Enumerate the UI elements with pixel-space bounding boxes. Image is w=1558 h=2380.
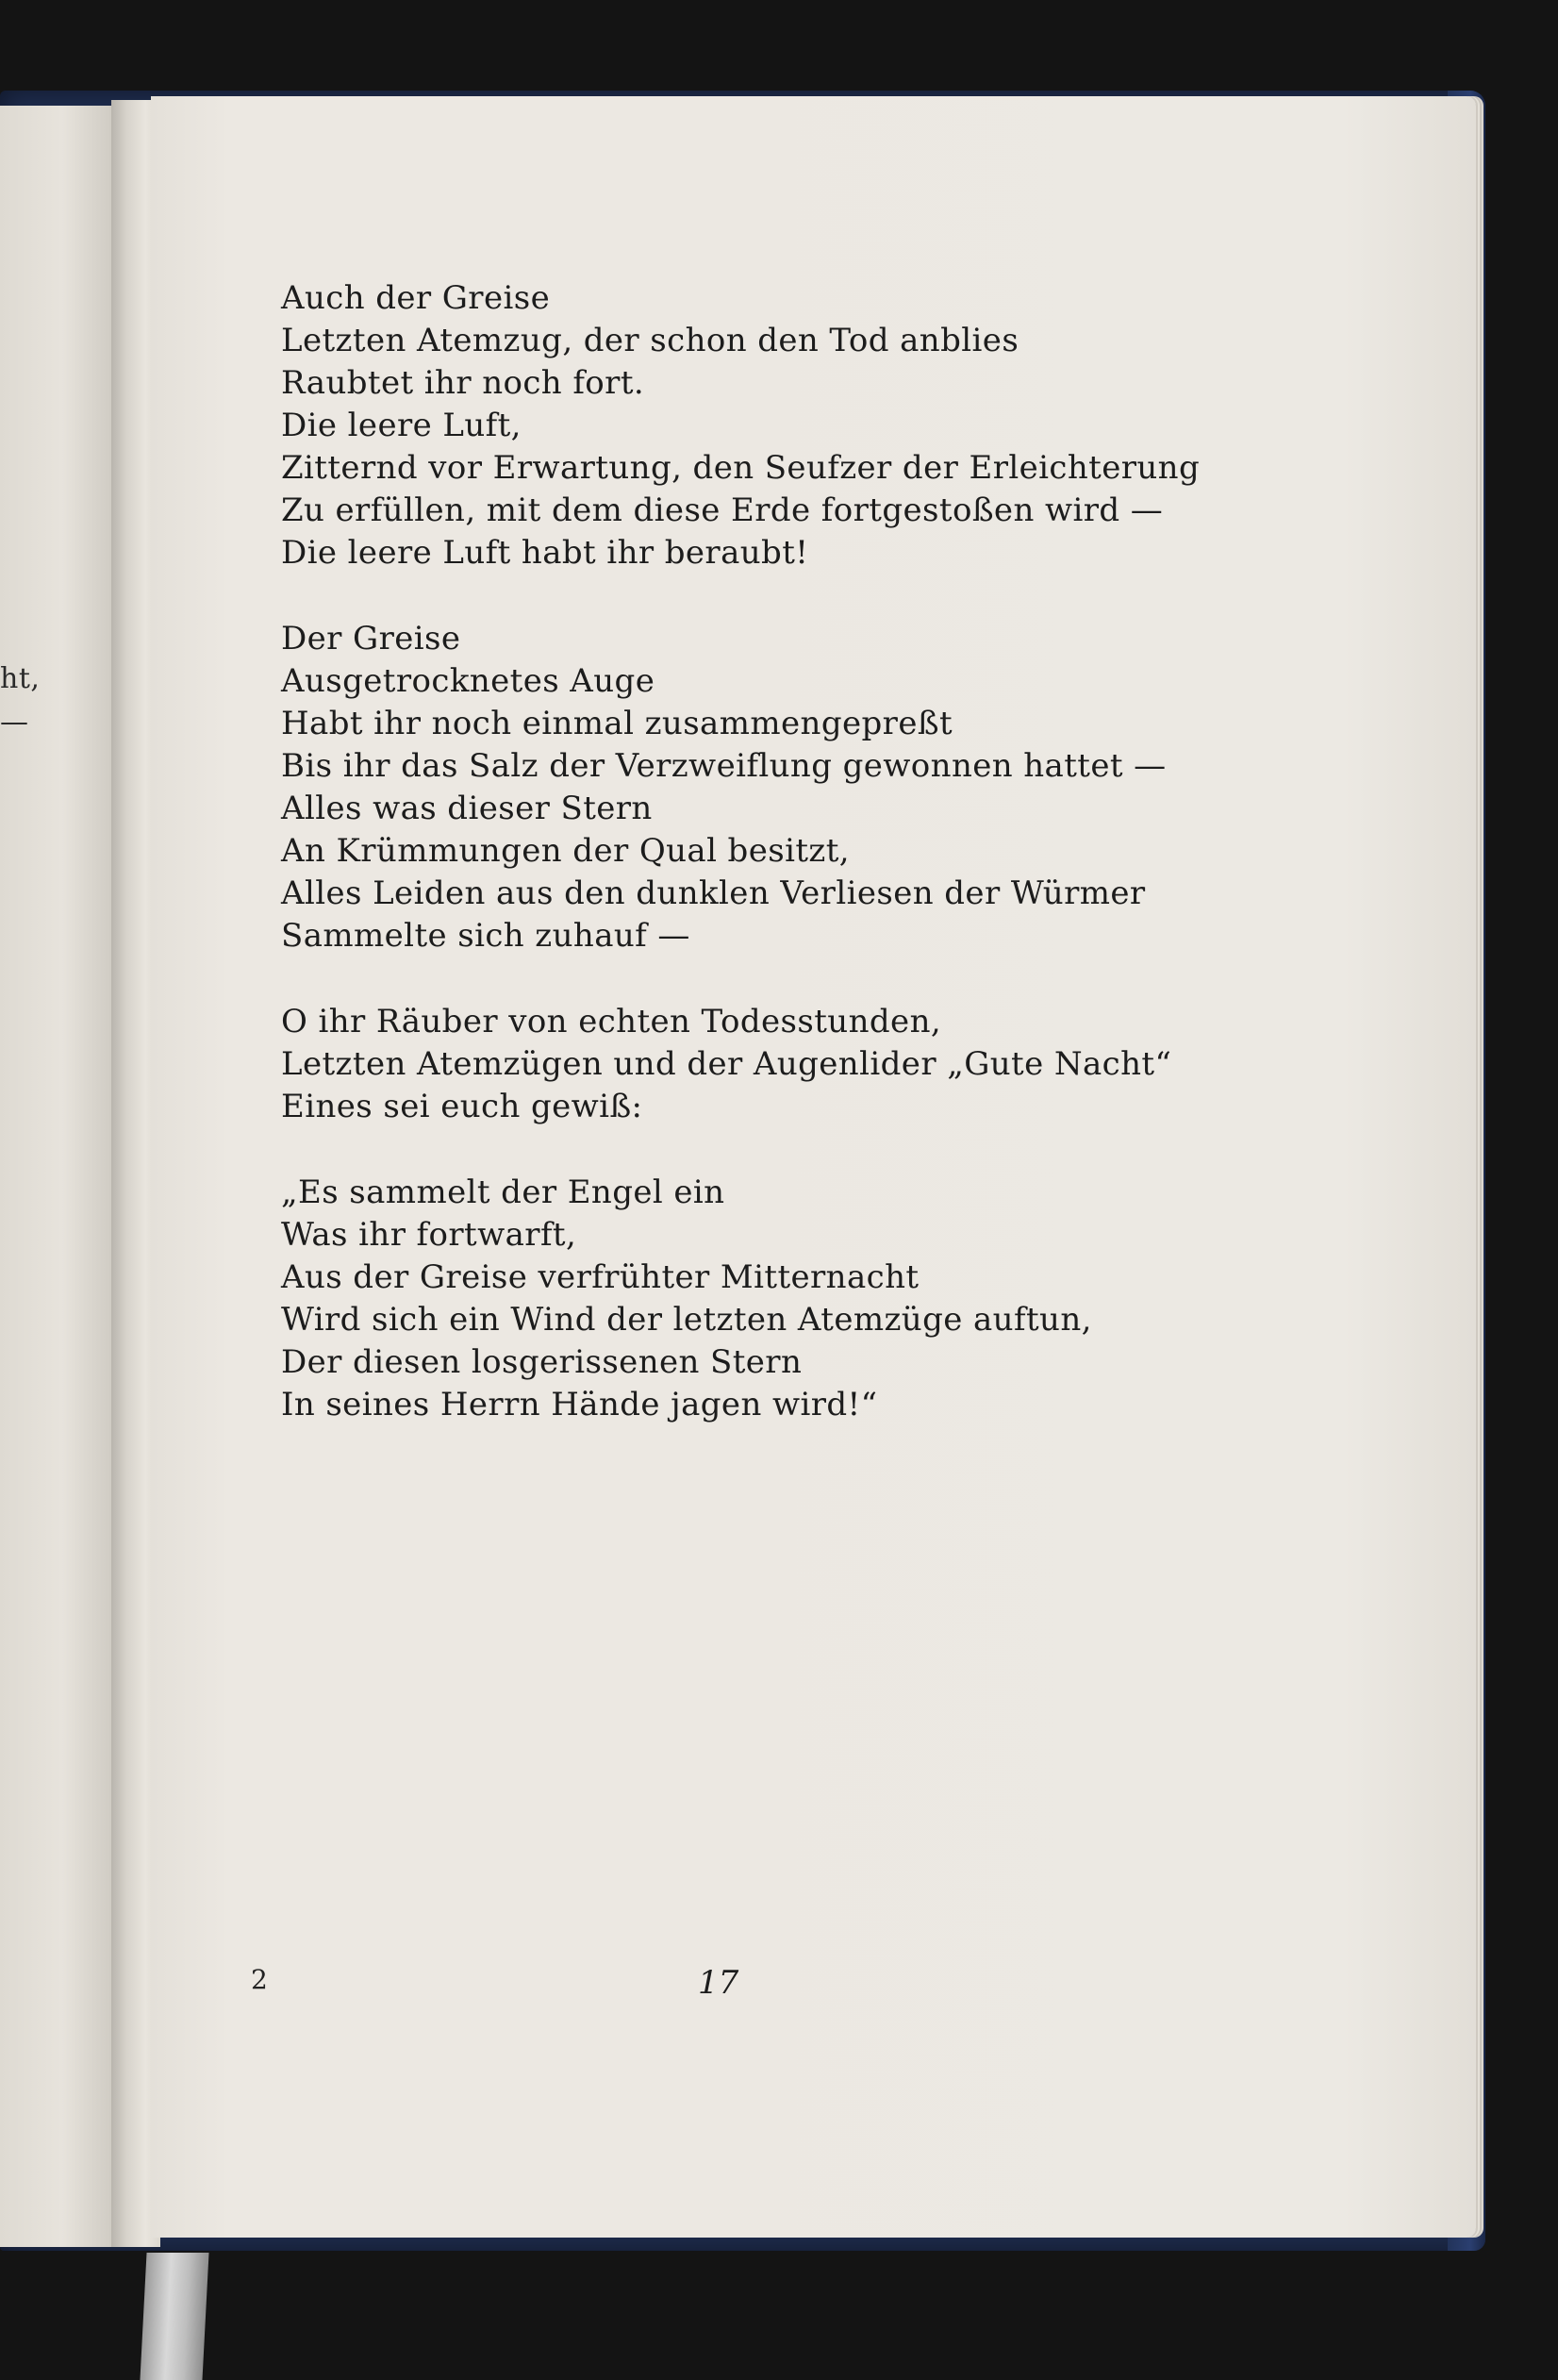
left-page-fragment: —	[0, 706, 29, 739]
poem-line: Sammelte sich zuhauf —	[281, 917, 690, 955]
page-number: 17	[698, 1964, 739, 2002]
poem-text	[281, 277, 1318, 1470]
stanza	[281, 618, 1318, 957]
stanza	[281, 1172, 1318, 1426]
poem-line: Der diesen losgerissenen Stern	[281, 1343, 803, 1381]
poem-line: Wird sich ein Wind der letzten Atemzüge auftun,	[281, 1301, 1092, 1339]
stanza	[281, 277, 1318, 574]
poem-line: An Krümmungen der Qual besitzt,	[281, 832, 851, 870]
poem-line: Eines sei euch gewiß:	[281, 1088, 643, 1125]
poem-line: Alles was dieser Stern	[281, 790, 653, 827]
left-page	[0, 106, 113, 2247]
poem-line: O ihr Räuber von echten Todesstunden,	[281, 1003, 942, 1040]
left-page-number: 2	[251, 1964, 268, 1995]
poem-line: Aus der Greise verfrühter Mitternacht	[281, 1258, 920, 1296]
stanza	[281, 1001, 1318, 1128]
bookmark-ribbon	[140, 2253, 208, 2380]
poem-line: Die leere Luft habt ihr beraubt!	[281, 534, 809, 572]
poem-line: „Es sammelt der Engel ein	[281, 1173, 725, 1211]
poem-line: Habt ihr noch einmal zusammengepreßt	[281, 705, 953, 742]
poem-line: Was ihr fortwarft,	[281, 1216, 577, 1254]
poem-line: Raubtet ihr noch fort.	[281, 364, 645, 402]
poem-line: Letzten Atemzug, der schon den Tod anblies	[281, 322, 1019, 359]
left-page-fragment: ht,	[0, 662, 41, 695]
poem-line: Zitternd vor Erwartung, den Seufzer der Erleichterung	[281, 449, 1201, 487]
poem-line: Bis ihr das Salz der Verzweiflung gewonnen hattet —	[281, 747, 1167, 785]
poem-line: Alles Leiden aus den dunklen Verliesen der Würmer	[281, 874, 1146, 912]
right-page	[151, 96, 1476, 2238]
poem-line: Letzten Atemzügen und der Augenlider „Gute Nacht“	[281, 1045, 1172, 1083]
poem-line: Der Greise	[281, 620, 461, 657]
poem-line: Zu erfüllen, mit dem diese Erde fortgestoßen wird —	[281, 491, 1164, 529]
poem-line: In seines Herrn Hände jagen wird!“	[281, 1386, 878, 1423]
poem-line: Auch der Greise	[281, 279, 551, 317]
poem-line: Ausgetrocknetes Auge	[281, 662, 655, 700]
poem-line: Die leere Luft,	[281, 407, 522, 444]
